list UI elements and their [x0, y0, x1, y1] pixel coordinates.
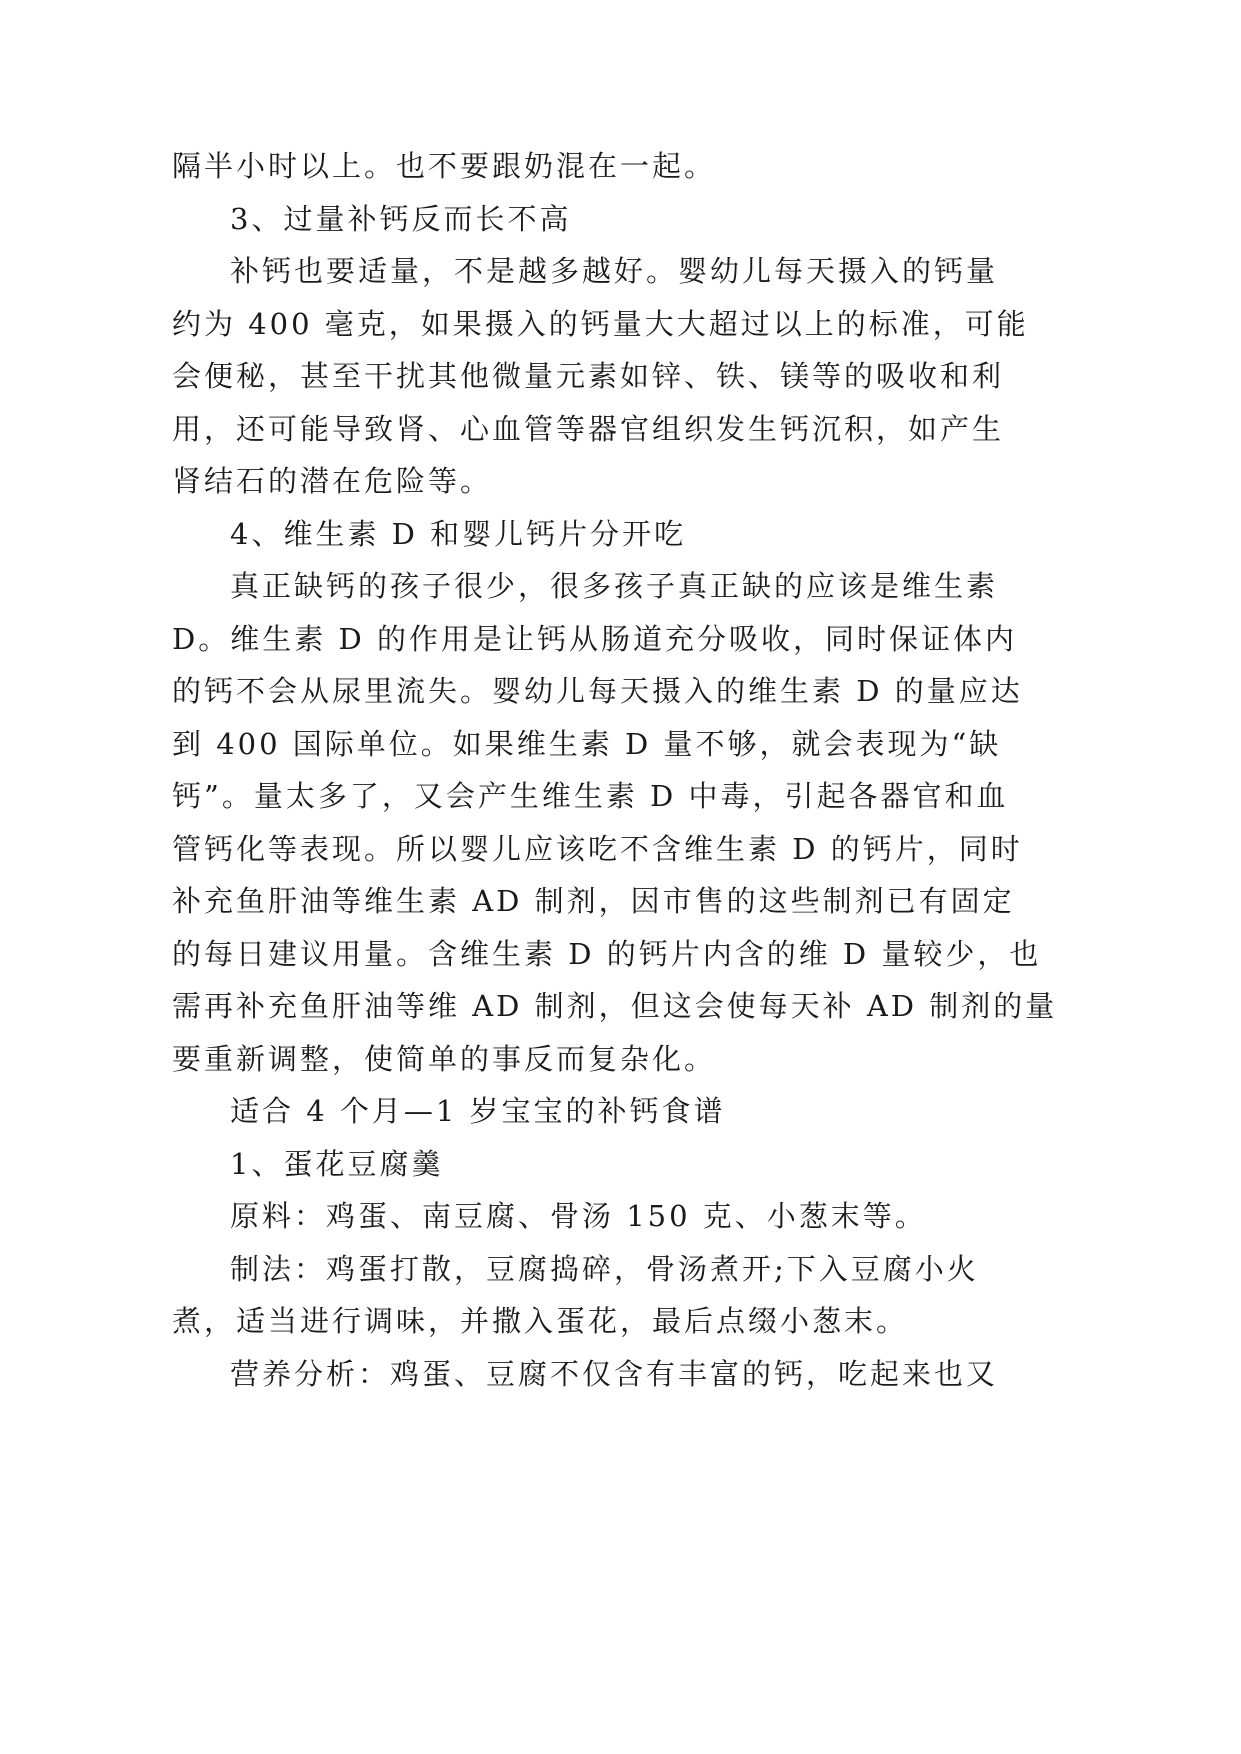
- text-line: 管钙化等表现。所以婴儿应该吃不含维生素 D 的钙片，同时: [172, 832, 1023, 866]
- text-line: 到 400 国际单位。如果维生素 D 量不够，就会表现为“缺: [172, 727, 1002, 761]
- text-line: 的每日建议用量。含维生素 D 的钙片内含的维 D 量较少，也: [172, 937, 1042, 971]
- section-heading: 4、维生素 D 和婴儿钙片分开吃: [230, 517, 687, 551]
- text-line: 营养分析：鸡蛋、豆腐不仅含有丰富的钙，吃起来也又: [230, 1357, 999, 1391]
- section-heading: 3、过量补钙反而长不高: [230, 202, 572, 236]
- text-line: 补充鱼肝油等维生素 AD 制剂，因市售的这些制剂已有固定: [172, 884, 1015, 918]
- text-line: 真正缺钙的孩子很少，很多孩子真正缺的应该是维生素: [230, 569, 999, 603]
- text-line: 肾结石的潜在危险等。: [172, 464, 493, 498]
- text-line: 约为 400 毫克，如果摄入的钙量大大超过以上的标准，可能: [172, 307, 1029, 341]
- text-line: D。维生素 D 的作用是让钙从肠道充分吸收，同时保证体内: [172, 622, 1017, 656]
- section-heading: 适合 4 个月—1 岁宝宝的补钙食谱: [230, 1094, 726, 1128]
- text-line: 原料：鸡蛋、南豆腐、骨汤 150 克、小葱末等。: [230, 1199, 927, 1233]
- text-line: 需再补充鱼肝油等维 AD 制剂，但这会使每天补 AD 制剂的量: [172, 989, 1058, 1023]
- text-line: 补钙也要适量，不是越多越好。婴幼儿每天摄入的钙量: [230, 254, 999, 288]
- text-line: 隔半小时以上。也不要跟奶混在一起。: [172, 149, 717, 183]
- text-line: 钙”。量太多了，又会产生维生素 D 中毒，引起各器官和血: [172, 779, 1009, 813]
- text-line: 用，还可能导致肾、心血管等器官组织发生钙沉积，如产生: [172, 412, 1005, 446]
- section-heading: 1、蛋花豆腐羹: [230, 1147, 444, 1181]
- text-line: 会便秘，甚至干扰其他微量元素如锌、铁、镁等的吸收和利: [172, 359, 1005, 393]
- text-line: 的钙不会从尿里流失。婴幼儿每天摄入的维生素 D 的量应达: [172, 674, 1023, 708]
- text-line: 要重新调整，使简单的事反而复杂化。: [172, 1042, 717, 1076]
- text-line: 制法：鸡蛋打散，豆腐捣碎，骨汤煮开;下入豆腐小火: [230, 1252, 979, 1286]
- text-line: 煮，适当进行调味，并撒入蛋花，最后点缀小葱末。: [172, 1304, 909, 1338]
